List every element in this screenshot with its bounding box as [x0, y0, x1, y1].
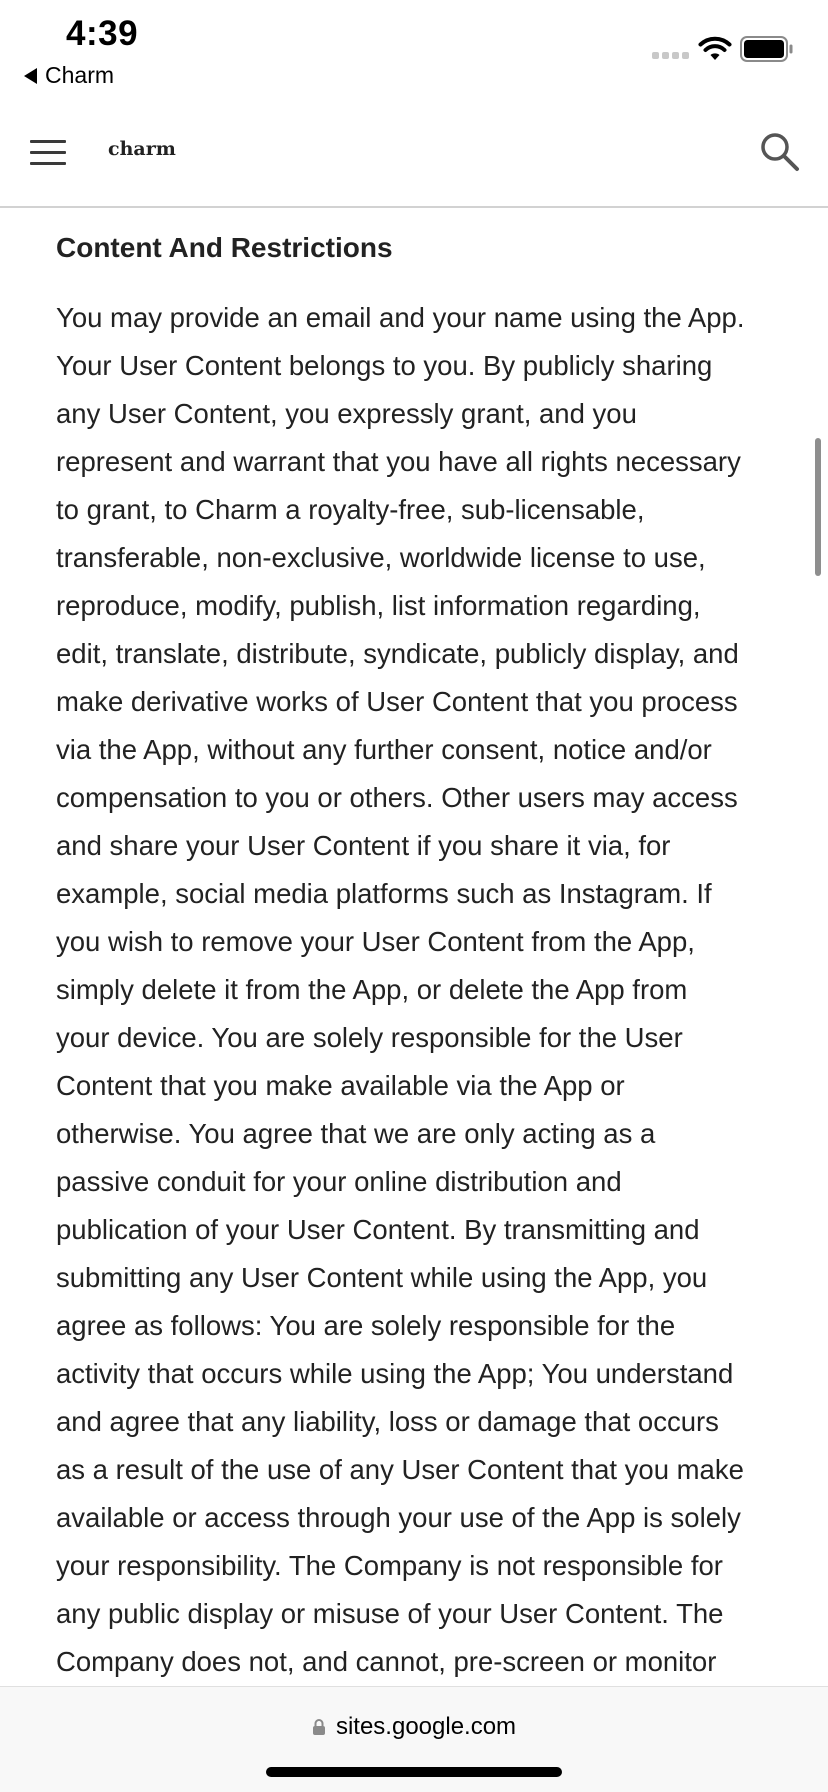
section-heading: Content And Restrictions: [56, 232, 393, 263]
paragraph-line: publication of your User Content. By transmitting and: [56, 1214, 700, 1245]
url-domain: sites.google.com: [335, 1713, 517, 1740]
paragraph-line: any public display or misuse of your User Content. The: [56, 1598, 724, 1629]
paragraph-line: via the App, without any further consent, notice and/or: [56, 734, 712, 765]
paragraph-line: submitting any User Content while using the App, you: [56, 1262, 708, 1293]
paragraph-line: any User Content, you expressly grant, and you: [56, 398, 637, 429]
body-paragraph: [56, 294, 776, 1686]
paragraph-line: edit, translate, distribute, syndicate, publicly display, and: [56, 638, 739, 669]
paragraph-line: Company does not, and cannot, pre-screen or monitor: [56, 1646, 717, 1677]
url-bar: [0, 1686, 828, 1792]
paragraph-line: you wish to remove your User Content from the App,: [56, 926, 695, 957]
lock-icon: [312, 1718, 326, 1736]
paragraph-line: simply delete it from the App, or delete the App from: [56, 974, 688, 1005]
paragraph-line: as a result of the use of any User Content that you make: [56, 1454, 744, 1485]
paragraph-line: make derivative works of User Content that you process: [56, 686, 738, 717]
battery-icon: [740, 36, 794, 62]
paragraph-line: available or access through your use of the App is solely: [56, 1502, 741, 1533]
paragraph-line: You may provide an email and your name using the App.: [56, 302, 745, 333]
site-title[interactable]: charm: [108, 138, 176, 160]
paragraph-line: represent and warrant that you have all rights necessary: [56, 446, 741, 477]
paragraph-line: and share your User Content if you share it via, for: [56, 830, 671, 861]
back-arrow-icon: [24, 68, 37, 84]
wifi-icon: [698, 36, 732, 62]
paragraph-line: your responsibility. The Company is not responsible for: [56, 1550, 723, 1581]
back-app-label: Charm: [45, 62, 115, 88]
home-indicator[interactable]: [266, 1767, 562, 1777]
site-header: [0, 100, 828, 208]
paragraph-line: activity that occurs while using the App; You understand: [56, 1358, 734, 1389]
paragraph-line: reproduce, modify, publish, list information regarding,: [56, 590, 701, 621]
paragraph-line: Content that you make available via the App or: [56, 1070, 625, 1101]
paragraph-line: compensation to you or others. Other users may access: [56, 782, 738, 813]
paragraph-line: agree as follows: You are solely responsible for the: [56, 1310, 676, 1341]
paragraph-line: Your User Content belongs to you. By publicly sharing: [56, 350, 713, 381]
paragraph-line: otherwise. You agree that we are only acting as a: [56, 1118, 656, 1149]
page-content: [56, 226, 776, 1686]
cellular-signal-icon: [652, 52, 689, 59]
paragraph-line: to grant, to Charm a royalty-free, sub-licensable,: [56, 494, 645, 525]
paragraph-line: passive conduit for your online distribution and: [56, 1166, 622, 1197]
paragraph-line: transferable, non-exclusive, worldwide license to use,: [56, 542, 706, 573]
address-field[interactable]: [0, 1713, 828, 1741]
paragraph-line: your device. You are solely responsible for the User: [56, 1022, 683, 1053]
scrollbar[interactable]: [815, 438, 821, 576]
hamburger-menu-icon[interactable]: [30, 140, 66, 166]
status-time: 4:39: [66, 14, 139, 53]
paragraph-line: example, social media platforms such as Instagram. If: [56, 878, 712, 909]
back-to-app-button[interactable]: [24, 62, 114, 89]
search-icon[interactable]: [760, 132, 800, 172]
status-bar: [0, 0, 828, 100]
paragraph-line: and agree that any liability, loss or damage that occurs: [56, 1406, 719, 1437]
